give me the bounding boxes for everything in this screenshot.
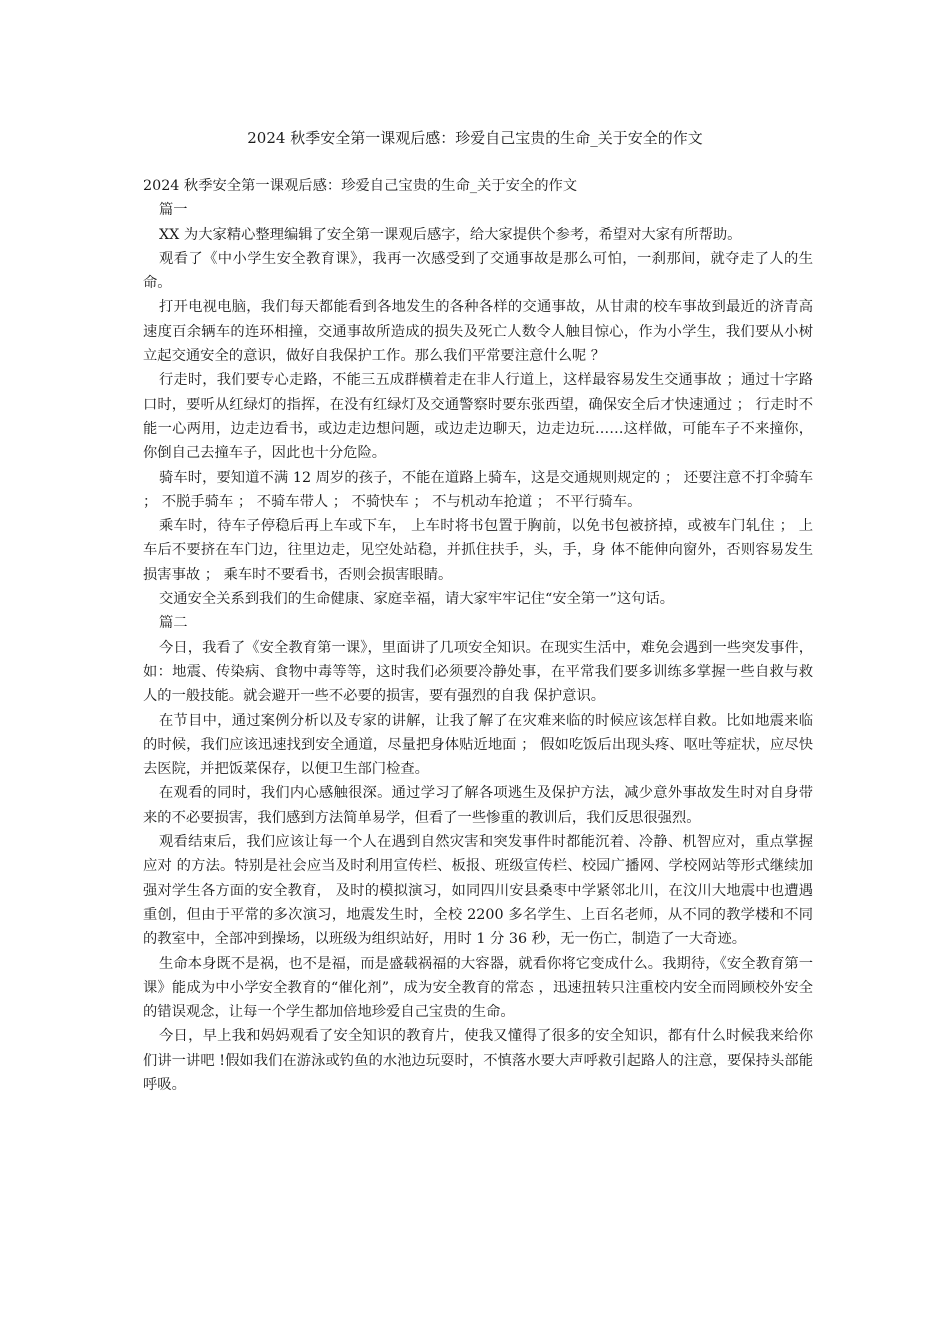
section-label: 篇二 [159,615,188,632]
paragraph: 生命本身既不是祸，也不是福，而是盛载祸福的大容器，就看你将它变成什么。我期待，《安全教育第一课》能成为中小学安全教育的“催化剂”，成为安全教育的常态 ，迅速扭转只注重校内安全而罔顾校外安全的错误观念，让每一个学生都加倍地珍爱自己宝贵的生命。 [143,955,813,1021]
paragraph: 乘车时，待车子停稳后再上车或下车， 上车时将书包置于胸前，以免书包被挤掉，或被车门轧住 ； 上车后不要挤在车门边，往里边走，见空处站稳，并抓住扶手，头，手，身 体不能伸向窗外，否则容易发生损害事故 ； 乘车时不要看书，否则会损害眼睛。 [143,518,813,583]
paragraph: 今日，我看了《安全教育第一课》，里面讲了几项安全知识。在现实生活中，难免会遇到一些突发事件，如：地震、传染病、食物中毒等等，这时我们必须要冷静处事，在平常我们要多训练多掌握一些自救与救人的一般技能。就会避开一些不必要的损害，要有强烈的自我 保护意识。 [143,639,813,705]
paragraph: XX 为大家精心整理编辑了安全第一课观后感字，给大家提供个参考，希望对大家有所帮助。 [159,226,742,243]
article-heading: 2024 秋季安全第一课观后感：珍爱自己宝贵的生命_关于安全的作文 [143,178,578,194]
paragraph: 观看了《中小学生安全教育课》，我再一次感受到了交通事故是那么可怕，一刹那间，就夺走了人的生命。 [143,250,813,292]
paragraph: 观看结束后，我们应该让每一个人在遇到自然灾害和突发事件时都能沉着、冷静、机智应对，重点掌握应对 的方法。特别是社会应当及时利用宣传栏、板报、班级宣传栏、校园广播网、学校网站等形式继续加强对学生各方面的安全教育， 及时的模拟演习，如同四川安县桑枣中学紧邻北川，在汶川大地震中也遭遇重创，但由于平常的多次演习，地震发生时，全校 2200 多名学生、上百名老师，从不同的教学楼和不同的教室中，全部冲到操场，以班级为组织站好，用时 1 分 36 秒，无一伤亡，制造了一大奇迹。 [143,834,813,948]
paragraph: 在节目中，通过案例分析以及专家的讲解，让我了解了在灾难来临的时候应该怎样自救。比如地震来临的时候，我们应该迅速找到安全通道，尽量把身体贴近地面 ； 假如吃饭后出现头疼、呕吐等症状，应尽快去医院，并把饭菜保存，以便卫生部门检查。 [143,712,813,778]
section-label: 篇一 [159,202,188,219]
paragraph: 行走时，我们要专心走路，不能三五成群横着走在非人行道上，这样最容易发生交通事故 ；通过十字路口时，要听从红绿灯的指挥，在没有红绿灯及交通警察时要东张西望，确保安全后才快速通过 ； 行走时不能一心两用，边走边看书，或边走边想问题，或边走边聊天，边走边玩……这样做，可能车子不来撞你，你倒自己去撞车子，因此也十分危险。 [143,372,813,462]
paragraph: 交通安全关系到我们的生命健康、家庭幸福，请大家牢牢记住“安全第一”这句话。 [159,591,675,608]
paragraph: 骑车时，要知道不满 12 周岁的孩子，不能在道路上骑车，这是交通规则规定的 ； 还要注意不打伞骑车 ； 不脱手骑车 ； 不骑车带人 ； 不骑快车 ； 不与机动车抢道 ； 不平行骑车。 [143,469,813,510]
paragraph: 今日，早上我和妈妈观看了安全知识的教育片，使我又懂得了很多的安全知识，都有什么时候我来给你们讲一讲吧 !假如我们在游泳或钓鱼的水池边玩耍时，不慎落水要大声呼救引起路人的注意，要保持头部能呼吸。 [143,1028,813,1093]
paragraph: 在观看的同时，我们内心感触很深。通过学习了解各项逃生及保护方法，减少意外事故发生时对自身带来的不必要损害，我们感到方法简单易学，但看了一些惨重的教训后，我们反思很强烈。 [143,785,813,826]
document-title: 2024 秋季安全第一课观后感：珍爱自己宝贵的生命_关于安全的作文 [247,129,703,147]
paragraph: 打开电视电脑，我们每天都能看到各地发生的各种各样的交通事故，从甘肃的校车事故到最近的济青高速度百余辆车的连环相撞，交通事故所造成的损失及死亡人数令人触目惊心，作为小学生，我们要从小树立起交通安全的意识，做好自我保护工作。那么我们平常要注意什么呢 ？ [143,299,813,365]
document-body [143,174,813,1097]
